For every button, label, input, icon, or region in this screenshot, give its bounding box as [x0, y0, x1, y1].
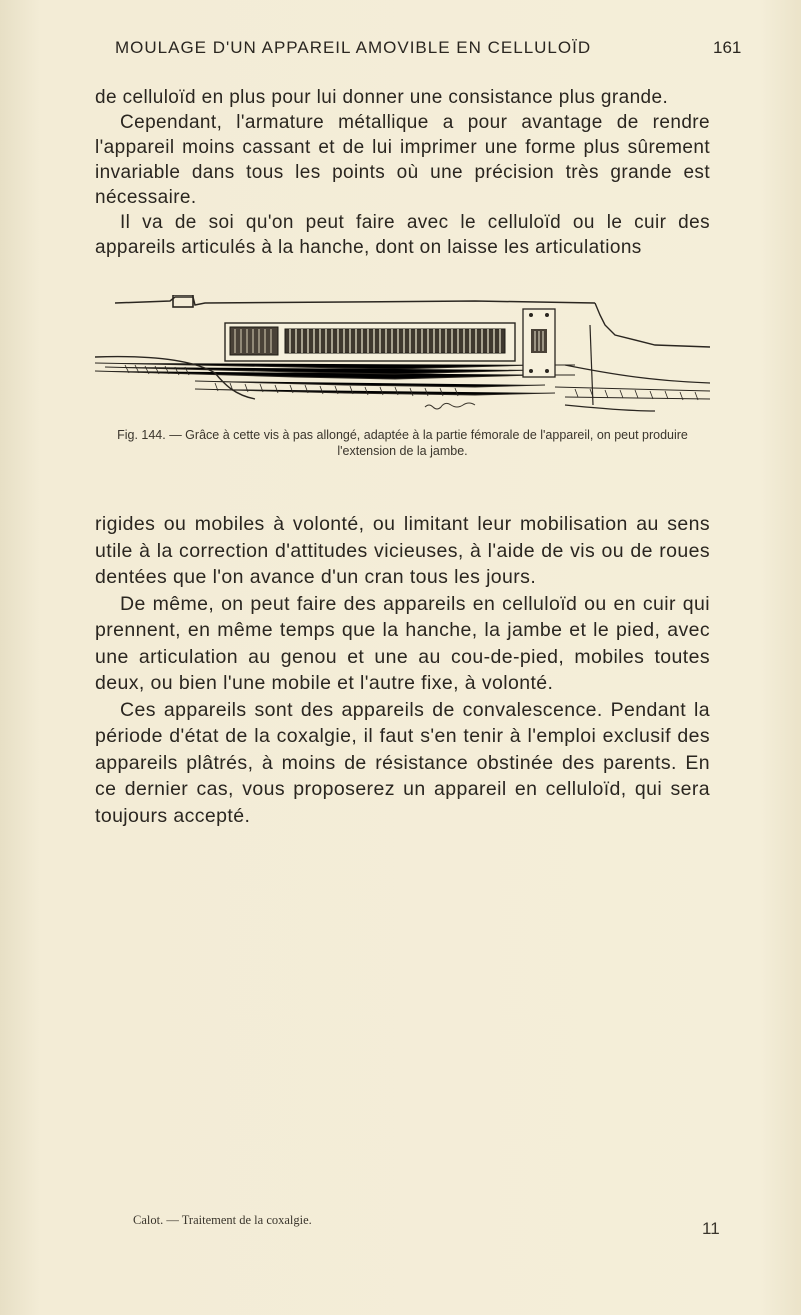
paragraph: rigides ou mobiles à volonté, ou limitant leur mobilisation au sens utile à la correction d'attitudes vicieuses, à l'aide de vis ou de roues dentées que l'on avance d'un cran tous les jours.	[95, 513, 710, 588]
body-text-top	[95, 85, 710, 260]
paragraph: De même, on peut faire des appareils en celluloïd ou en cuir qui prennent, en même temps que la hanche, la jambe et le pied, avec une articulation au genou et une au cou-de-pied, mobiles toutes deux, ou bien l'une mobile et l'autre fixe, à volonté.	[95, 592, 710, 694]
page-number: 161	[713, 38, 742, 57]
paragraph: Il va de soi qu'on peut faire avec le celluloïd ou le cuir des appareils articulés à la hanche, dont on laisse les articulations	[95, 212, 710, 258]
body-text-bottom	[95, 511, 710, 829]
paragraph: de celluloïd en plus pour lui donner une consistance plus grande.	[95, 87, 669, 108]
paragraph: Cependant, l'armature métallique a pour avantage de rendre l'appareil moins cassant et de lui imprimer une forme plus sûrement invariable dans tous les points où une précision très grande est nécessaire.	[95, 112, 710, 208]
figure-screw-splint-illustration	[95, 295, 710, 420]
figure-caption: Fig. 144. — Grâce à cette vis à pas allongé, adaptée à la partie fémorale de l'appareil, on peut produire l'extension de la jambe.	[117, 428, 688, 458]
paragraph: Ces appareils sont des appareils de convalescence. Pendant la période d'état de la coxalgie, il faut s'en tenir à l'emploi exclusif des appareils plâtrés, à moins de résistance obstinée des parents. En ce dernier cas, vous proposerez un appareil en celluloïd, qui sera toujours accepté.	[95, 698, 710, 827]
footer-signature: Calot. — Traitement de la coxalgie.	[133, 1213, 312, 1227]
sheet-number: 11	[702, 1219, 720, 1238]
running-head: MOULAGE D'UN APPAREIL AMOVIBLE EN CELLULOÏD	[115, 38, 592, 57]
